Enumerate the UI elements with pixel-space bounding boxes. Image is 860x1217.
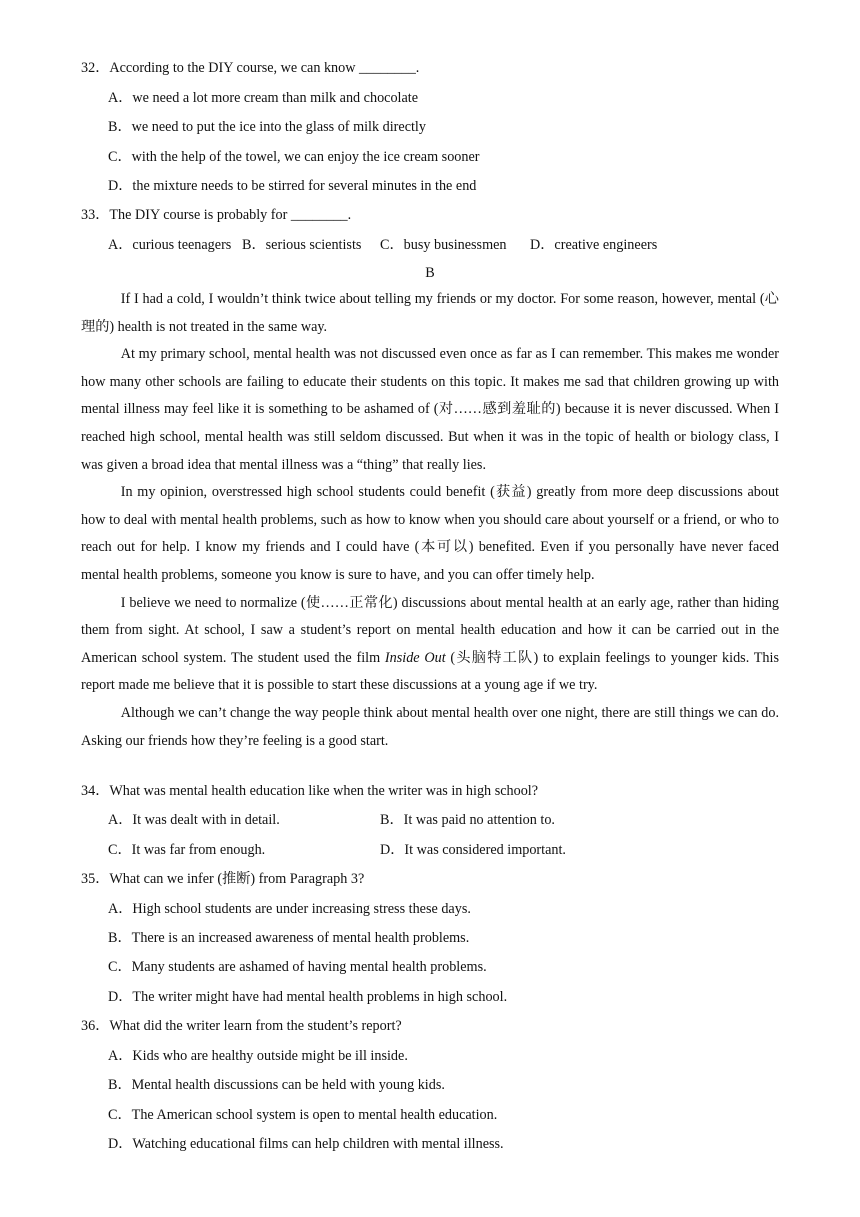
question-stem: What can we infer (推断) from Paragraph 3? (109, 871, 365, 887)
question-35 (81, 869, 364, 889)
option-b: B．It was paid no attention to. (380, 812, 555, 828)
paragraph-4-text-before: I believe we need to normalize (使……正常化) discussions about mental health at an early age, rather than hiding them from sight. At school, I saw a student’s report on mental health education and how it can be carried out in the American school system. The student used the film (81, 594, 779, 666)
reading-passage (81, 286, 779, 755)
question-number: 34． (81, 783, 110, 799)
question-32 (81, 58, 419, 78)
option-b: B．There is an increased awareness of mental health problems. (108, 930, 470, 946)
option-d: D．creative engineers (530, 237, 658, 253)
paragraph-2: At my primary school, mental health was not discussed even once as far as I can remember. This makes me wonder how many other schools are failing to educate their students on this topic. It makes me sad that children growing up with mental illness may feel like it is something to be ashamed of (对……感到羞耻的) because it is never discussed. When I reached high school, mental health was still seldom discussed. But when it was in the topic of health or biology class, I was given a broad idea that mental illness was a “thing” that really lies. (81, 346, 779, 473)
question-number: 32． (81, 60, 110, 76)
paragraph-3: In my opinion, overstressed high school students could benefit (获益) greatly from more deep discussions about how to deal with mental health problems, such as how to know when you should care about yourself or a friend, or who to reach out for help. I know my friends and I could have (本可以) benefited. Even if you personally have never faced mental health problems, someone you know is sure to have, and you can offer timely help. (81, 484, 779, 583)
question-33 (81, 205, 351, 225)
option-c: C．busy businessmen (380, 237, 507, 253)
option-c: C．Many students are ashamed of having mental health problems. (108, 959, 487, 975)
paragraph-4 (81, 590, 779, 700)
option-c: C．The American school system is open to mental health education. (108, 1107, 498, 1123)
option-a: A．we need a lot more cream than milk and chocolate (108, 90, 419, 106)
option-a: A．Kids who are healthy outside might be ill inside. (108, 1048, 408, 1064)
option-d: D．The writer might have had mental health problems in high school. (108, 989, 508, 1005)
question-34 (81, 781, 538, 801)
option-c: C．It was far from enough. (108, 842, 266, 858)
question-number: 36． (81, 1018, 110, 1034)
question-stem: According to the DIY course, we can know ________. (109, 60, 420, 76)
question-stem: What did the writer learn from the student’s report? (109, 1018, 402, 1034)
option-d: D．the mixture needs to be stirred for several minutes in the end (108, 178, 477, 194)
option-a: A．High school students are under increasing stress these days. (108, 901, 471, 917)
question-stem: What was mental health education like when the writer was in high school? (109, 783, 539, 799)
question-36 (81, 1016, 402, 1036)
paragraph-5: Although we can’t change the way people think about mental health over one night, there are still things we can do. Asking our friends how they’re feeling is a good start. (81, 704, 779, 749)
option-b: B．we need to put the ice into the glass of milk directly (108, 119, 426, 135)
option-d: D．It was considered important. (380, 842, 566, 858)
option-c: C．with the help of the towel, we can enjoy the ice cream sooner (108, 149, 480, 165)
question-stem: The DIY course is probably for ________. (109, 207, 352, 223)
option-b: B．Mental health discussions can be held with young kids. (108, 1077, 445, 1093)
option-b: B．serious scientists (242, 237, 362, 253)
film-title: Inside Out (384, 649, 446, 666)
option-a: A．It was dealt with in detail. (108, 812, 280, 828)
paragraph-4-text-after: (头脑特工队) to explain feelings to younger kids. This report made me believe that it is possible to start these discussions at a young age if we try. (81, 649, 779, 694)
paragraph-1: If I had a cold, I wouldn’t think twice about telling my friends or my doctor. For some reason, however, mental (心理的) health is not treated in the same way. (81, 291, 779, 335)
option-d: D．Watching educational films can help children with mental illness. (108, 1136, 504, 1152)
question-number: 33． (81, 207, 110, 223)
question-number: 35． (81, 871, 110, 887)
section-label: B (425, 265, 435, 281)
option-a: A．curious teenagers (108, 237, 232, 253)
